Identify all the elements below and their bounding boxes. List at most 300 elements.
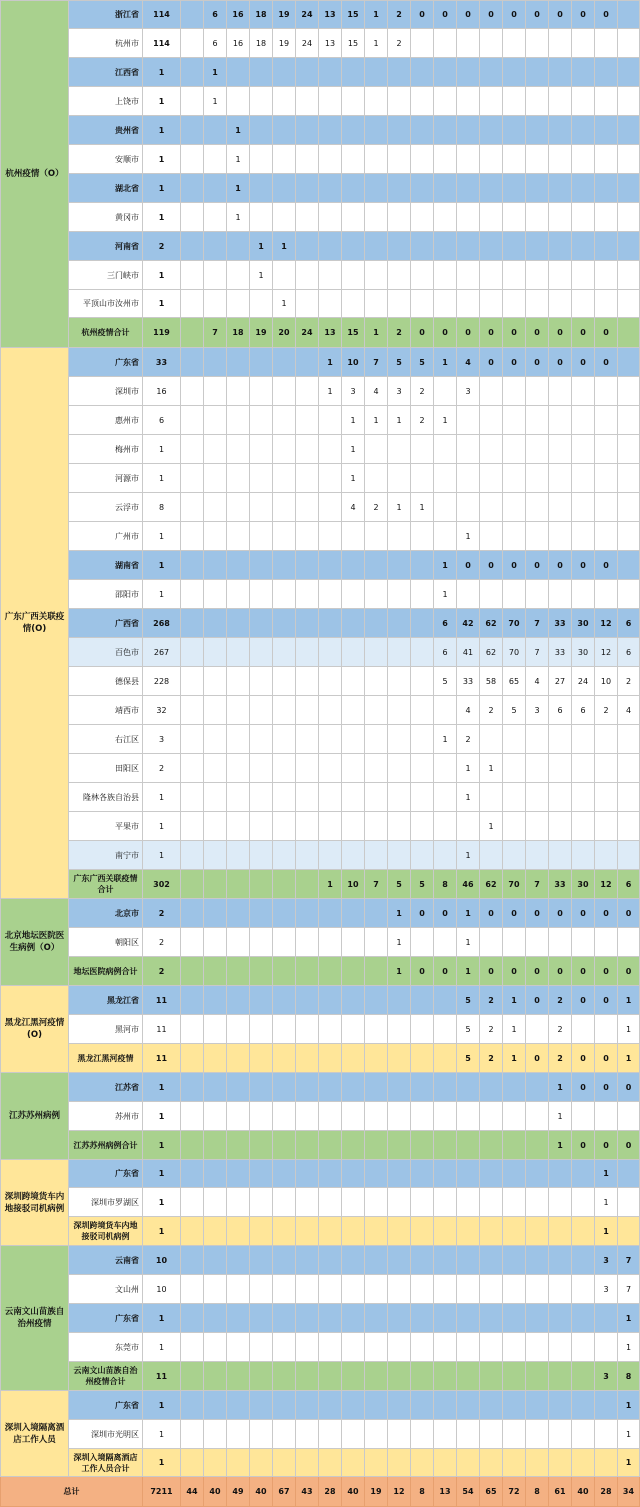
day-value-cell: [181, 1391, 204, 1420]
day-value-cell: [411, 1015, 434, 1044]
day-value-cell: [204, 928, 227, 957]
day-value-cell: [181, 870, 204, 899]
day-value-cell: [204, 1188, 227, 1217]
day-value-cell: [365, 1246, 388, 1275]
day-value-cell: [411, 638, 434, 667]
day-value-cell: 0: [572, 318, 595, 348]
day-value-cell: [388, 667, 411, 696]
table-row: [1, 435, 640, 464]
day-value-cell: [227, 1420, 250, 1449]
day-value-cell: [480, 464, 503, 493]
day-value-cell: [365, 58, 388, 87]
day-value-cell: 1: [227, 145, 250, 174]
day-value-cell: 0: [526, 986, 549, 1015]
day-value-cell: [595, 203, 618, 232]
day-value-cell: [411, 261, 434, 290]
day-value-cell: [319, 783, 342, 812]
day-value-cell: [457, 1073, 480, 1102]
day-value-cell: [365, 1449, 388, 1477]
day-value-cell: 0: [480, 957, 503, 986]
day-value-cell: [181, 1420, 204, 1449]
day-value-cell: [411, 812, 434, 841]
day-value-cell: 0: [618, 957, 640, 986]
day-value-cell: [388, 986, 411, 1015]
day-value-cell: [319, 1304, 342, 1333]
table-row: [1, 1275, 640, 1304]
day-value-cell: [181, 1, 204, 29]
day-value-cell: [434, 522, 457, 551]
day-value-cell: [250, 174, 273, 203]
grand-total-day-cell: 43: [296, 1477, 319, 1507]
day-value-cell: [342, 1246, 365, 1275]
day-value-cell: 0: [526, 899, 549, 928]
grand-total-day-cell: 28: [595, 1477, 618, 1507]
day-value-cell: 24: [296, 318, 319, 348]
day-value-cell: [204, 1275, 227, 1304]
day-value-cell: [319, 1275, 342, 1304]
grand-total-day-cell: 12: [388, 1477, 411, 1507]
day-value-cell: [365, 1362, 388, 1391]
day-value-cell: [342, 1449, 365, 1477]
day-value-cell: [480, 58, 503, 87]
day-value-cell: [549, 464, 572, 493]
day-value-cell: [296, 1102, 319, 1131]
day-value-cell: [319, 406, 342, 435]
day-value-cell: [273, 783, 296, 812]
day-value-cell: [204, 725, 227, 754]
table-row: [1, 986, 640, 1015]
day-value-cell: [457, 580, 480, 609]
day-value-cell: [388, 464, 411, 493]
day-value-cell: 0: [549, 899, 572, 928]
day-value-cell: 0: [549, 318, 572, 348]
day-value-cell: [273, 1304, 296, 1333]
day-value-cell: [457, 1420, 480, 1449]
day-value-cell: [296, 899, 319, 928]
day-value-cell: [365, 435, 388, 464]
day-value-cell: [595, 1449, 618, 1477]
day-value-cell: [342, 87, 365, 116]
day-value-cell: 1: [227, 203, 250, 232]
day-value-cell: [319, 1420, 342, 1449]
day-value-cell: 1: [549, 1131, 572, 1160]
day-value-cell: [457, 1449, 480, 1477]
day-value-cell: [227, 1246, 250, 1275]
day-value-cell: [296, 957, 319, 986]
day-value-cell: 1: [273, 232, 296, 261]
day-value-cell: 0: [572, 1073, 595, 1102]
day-value-cell: 0: [457, 1, 480, 29]
region-name: 德保县: [69, 667, 143, 696]
day-value-cell: [457, 1131, 480, 1160]
day-value-cell: [273, 1015, 296, 1044]
day-value-cell: 1: [480, 754, 503, 783]
day-value-cell: [342, 1304, 365, 1333]
day-value-cell: [181, 928, 204, 957]
day-value-cell: [296, 841, 319, 870]
total-cell: 2: [143, 232, 181, 261]
day-value-cell: [503, 1333, 526, 1362]
day-value-cell: [480, 493, 503, 522]
total-cell: 1: [143, 435, 181, 464]
day-value-cell: 2: [480, 696, 503, 725]
region-name: 隆林各族自治县: [69, 783, 143, 812]
day-value-cell: [250, 1188, 273, 1217]
day-value-cell: [365, 1073, 388, 1102]
day-value-cell: 0: [618, 1131, 640, 1160]
day-value-cell: [526, 928, 549, 957]
day-value-cell: [549, 1246, 572, 1275]
day-value-cell: [365, 1420, 388, 1449]
day-value-cell: [618, 725, 640, 754]
day-value-cell: 1: [365, 1, 388, 29]
day-value-cell: [181, 261, 204, 290]
day-value-cell: [595, 1391, 618, 1420]
day-value-cell: 13: [319, 318, 342, 348]
day-value-cell: [204, 1073, 227, 1102]
day-value-cell: [365, 986, 388, 1015]
day-value-cell: [526, 406, 549, 435]
region-name: 深圳跨境货车内地接驳司机病例: [69, 1217, 143, 1246]
day-value-cell: [549, 1304, 572, 1333]
day-value-cell: [342, 1160, 365, 1188]
day-value-cell: [480, 116, 503, 145]
day-value-cell: [227, 870, 250, 899]
day-value-cell: [388, 696, 411, 725]
group-label: 深圳入境隔离酒店工作人员: [1, 1391, 69, 1477]
grand-total-day-cell: 40: [342, 1477, 365, 1507]
day-value-cell: [342, 1391, 365, 1420]
day-value-cell: [411, 1420, 434, 1449]
day-value-cell: [549, 116, 572, 145]
region-name: 黑龙江省: [69, 986, 143, 1015]
day-value-cell: [549, 435, 572, 464]
day-value-cell: [273, 87, 296, 116]
day-value-cell: [388, 1391, 411, 1420]
day-value-cell: 18: [250, 29, 273, 58]
day-value-cell: 0: [457, 318, 480, 348]
day-value-cell: [549, 1333, 572, 1362]
day-value-cell: [296, 522, 319, 551]
region-name: 广东广西关联疫情合计: [69, 870, 143, 899]
region-name: 文山州: [69, 1275, 143, 1304]
day-value-cell: [572, 261, 595, 290]
day-value-cell: 1: [250, 232, 273, 261]
day-value-cell: [365, 522, 388, 551]
day-value-cell: [342, 899, 365, 928]
day-value-cell: [503, 1102, 526, 1131]
day-value-cell: [595, 145, 618, 174]
day-value-cell: [595, 116, 618, 145]
day-value-cell: 30: [572, 870, 595, 899]
day-value-cell: [250, 696, 273, 725]
table-row: [1, 318, 640, 348]
table-row: [1, 261, 640, 290]
day-value-cell: [181, 1073, 204, 1102]
day-value-cell: [434, 464, 457, 493]
day-value-cell: 7: [365, 348, 388, 377]
day-value-cell: [250, 1131, 273, 1160]
day-value-cell: [434, 696, 457, 725]
region-name: 杭州市: [69, 29, 143, 58]
day-value-cell: [181, 1015, 204, 1044]
region-name: 广东省: [69, 1304, 143, 1333]
day-value-cell: [480, 435, 503, 464]
day-value-cell: [181, 638, 204, 667]
region-name: 北京市: [69, 899, 143, 928]
day-value-cell: 0: [411, 957, 434, 986]
day-value-cell: [204, 116, 227, 145]
day-value-cell: [342, 174, 365, 203]
table-row: [1, 1044, 640, 1073]
day-value-cell: 33: [457, 667, 480, 696]
day-value-cell: [204, 638, 227, 667]
day-value-cell: [526, 754, 549, 783]
day-value-cell: [411, 1275, 434, 1304]
day-value-cell: [503, 232, 526, 261]
day-value-cell: 3: [342, 377, 365, 406]
day-value-cell: [296, 377, 319, 406]
day-value-cell: [319, 725, 342, 754]
day-value-cell: 4: [457, 348, 480, 377]
day-value-cell: 0: [572, 899, 595, 928]
day-value-cell: [549, 1449, 572, 1477]
total-cell: 1: [143, 1188, 181, 1217]
day-value-cell: [296, 725, 319, 754]
day-value-cell: [273, 609, 296, 638]
day-value-cell: 4: [365, 377, 388, 406]
day-value-cell: 62: [480, 870, 503, 899]
region-name: 黑龙江黑河疫情: [69, 1044, 143, 1073]
day-value-cell: [526, 1362, 549, 1391]
day-value-cell: 0: [503, 1, 526, 29]
day-value-cell: [480, 406, 503, 435]
day-value-cell: [457, 1275, 480, 1304]
region-name: 湖南省: [69, 551, 143, 580]
day-value-cell: 0: [480, 318, 503, 348]
day-value-cell: 0: [434, 318, 457, 348]
table-row: [1, 1391, 640, 1420]
day-value-cell: [388, 290, 411, 318]
day-value-cell: [618, 435, 640, 464]
day-value-cell: [388, 812, 411, 841]
day-value-cell: [434, 1420, 457, 1449]
day-value-cell: [457, 29, 480, 58]
day-value-cell: [342, 609, 365, 638]
day-value-cell: 1: [618, 1420, 640, 1449]
day-value-cell: [549, 1275, 572, 1304]
day-value-cell: [434, 841, 457, 870]
day-value-cell: [526, 174, 549, 203]
day-value-cell: [618, 580, 640, 609]
day-value-cell: [273, 174, 296, 203]
region-name: 江苏苏州病例合计: [69, 1131, 143, 1160]
day-value-cell: [273, 145, 296, 174]
day-value-cell: [549, 812, 572, 841]
table-row: [1, 493, 640, 522]
group-label: 广东广西关联疫情(O): [1, 348, 69, 899]
day-value-cell: [227, 551, 250, 580]
day-value-cell: [411, 116, 434, 145]
day-value-cell: [388, 1420, 411, 1449]
day-value-cell: [549, 783, 572, 812]
day-value-cell: 1: [618, 1015, 640, 1044]
day-value-cell: [181, 754, 204, 783]
total-cell: 114: [143, 1, 181, 29]
table-row: [1, 290, 640, 318]
day-value-cell: 19: [273, 1, 296, 29]
day-value-cell: [503, 29, 526, 58]
day-value-cell: [181, 1131, 204, 1160]
day-value-cell: 5: [457, 986, 480, 1015]
grand-total-day-cell: 54: [457, 1477, 480, 1507]
grand-total-day-cell: 44: [181, 1477, 204, 1507]
day-value-cell: [618, 522, 640, 551]
day-value-cell: 0: [526, 318, 549, 348]
day-value-cell: [342, 522, 365, 551]
day-value-cell: [526, 783, 549, 812]
day-value-cell: [595, 493, 618, 522]
day-value-cell: [273, 1160, 296, 1188]
day-value-cell: 5: [457, 1015, 480, 1044]
total-cell: 11: [143, 986, 181, 1015]
day-value-cell: [227, 1391, 250, 1420]
day-value-cell: [618, 1160, 640, 1188]
day-value-cell: [204, 464, 227, 493]
day-value-cell: 1: [549, 1102, 572, 1131]
day-value-cell: 1: [434, 348, 457, 377]
day-value-cell: 1: [618, 1333, 640, 1362]
day-value-cell: [250, 841, 273, 870]
day-value-cell: [549, 174, 572, 203]
day-value-cell: [227, 1362, 250, 1391]
day-value-cell: [457, 145, 480, 174]
day-value-cell: 1: [204, 58, 227, 87]
day-value-cell: [204, 609, 227, 638]
day-value-cell: [434, 377, 457, 406]
day-value-cell: 0: [618, 1073, 640, 1102]
day-value-cell: [480, 203, 503, 232]
table-row: [1, 609, 640, 638]
total-cell: 1: [143, 1391, 181, 1420]
day-value-cell: [480, 145, 503, 174]
day-value-cell: [480, 783, 503, 812]
day-value-cell: [457, 1188, 480, 1217]
total-cell: 228: [143, 667, 181, 696]
region-name: 上饶市: [69, 87, 143, 116]
table-row: [1, 783, 640, 812]
day-value-cell: [572, 1015, 595, 1044]
day-value-cell: [342, 1420, 365, 1449]
day-value-cell: [250, 116, 273, 145]
table-row: [1, 870, 640, 899]
day-value-cell: 1: [549, 1073, 572, 1102]
day-value-cell: 1: [457, 957, 480, 986]
day-value-cell: 2: [549, 1044, 572, 1073]
day-value-cell: 1: [365, 406, 388, 435]
total-cell: 1: [143, 1217, 181, 1246]
day-value-cell: 2: [480, 1044, 503, 1073]
day-value-cell: [618, 551, 640, 580]
day-value-cell: 7: [618, 1246, 640, 1275]
total-cell: 6: [143, 406, 181, 435]
day-value-cell: [595, 232, 618, 261]
day-value-cell: [204, 348, 227, 377]
day-value-cell: [549, 928, 572, 957]
day-value-cell: 12: [595, 870, 618, 899]
day-value-cell: [388, 1131, 411, 1160]
day-value-cell: [526, 1131, 549, 1160]
day-value-cell: [365, 667, 388, 696]
day-value-cell: [549, 522, 572, 551]
day-value-cell: [572, 1188, 595, 1217]
day-value-cell: [618, 1217, 640, 1246]
day-value-cell: [273, 203, 296, 232]
day-value-cell: [365, 783, 388, 812]
day-value-cell: [227, 696, 250, 725]
day-value-cell: [296, 435, 319, 464]
day-value-cell: [526, 1188, 549, 1217]
day-value-cell: 0: [434, 957, 457, 986]
day-value-cell: [250, 1246, 273, 1275]
day-value-cell: [503, 1217, 526, 1246]
day-value-cell: [411, 1449, 434, 1477]
day-value-cell: [181, 1044, 204, 1073]
table-row: [1, 638, 640, 667]
day-value-cell: [181, 145, 204, 174]
day-value-cell: [572, 812, 595, 841]
day-value-cell: [526, 116, 549, 145]
day-value-cell: [503, 1188, 526, 1217]
day-value-cell: [388, 1015, 411, 1044]
day-value-cell: [227, 638, 250, 667]
day-value-cell: [273, 348, 296, 377]
day-value-cell: [411, 290, 434, 318]
day-value-cell: [595, 1102, 618, 1131]
day-value-cell: 1: [388, 957, 411, 986]
day-value-cell: [572, 87, 595, 116]
table-row: [1, 1449, 640, 1477]
day-value-cell: [296, 1391, 319, 1420]
day-value-cell: [273, 1420, 296, 1449]
day-value-cell: [296, 870, 319, 899]
day-value-cell: [618, 290, 640, 318]
day-value-cell: [250, 667, 273, 696]
day-value-cell: [227, 899, 250, 928]
day-value-cell: [227, 1333, 250, 1362]
day-value-cell: [618, 203, 640, 232]
day-value-cell: [572, 116, 595, 145]
total-cell: 1: [143, 1420, 181, 1449]
region-name: 浙江省: [69, 1, 143, 29]
day-value-cell: [250, 1073, 273, 1102]
day-value-cell: [618, 1102, 640, 1131]
day-value-cell: [503, 58, 526, 87]
day-value-cell: 6: [434, 609, 457, 638]
day-value-cell: [296, 638, 319, 667]
table-row: [1, 522, 640, 551]
day-value-cell: [457, 203, 480, 232]
day-value-cell: [595, 928, 618, 957]
day-value-cell: 27: [549, 667, 572, 696]
day-value-cell: 30: [572, 638, 595, 667]
day-value-cell: [342, 696, 365, 725]
day-value-cell: [388, 841, 411, 870]
group-label: 杭州疫情（O）: [1, 1, 69, 348]
day-value-cell: [572, 58, 595, 87]
grand-total-day-cell: 19: [365, 1477, 388, 1507]
day-value-cell: 2: [411, 377, 434, 406]
